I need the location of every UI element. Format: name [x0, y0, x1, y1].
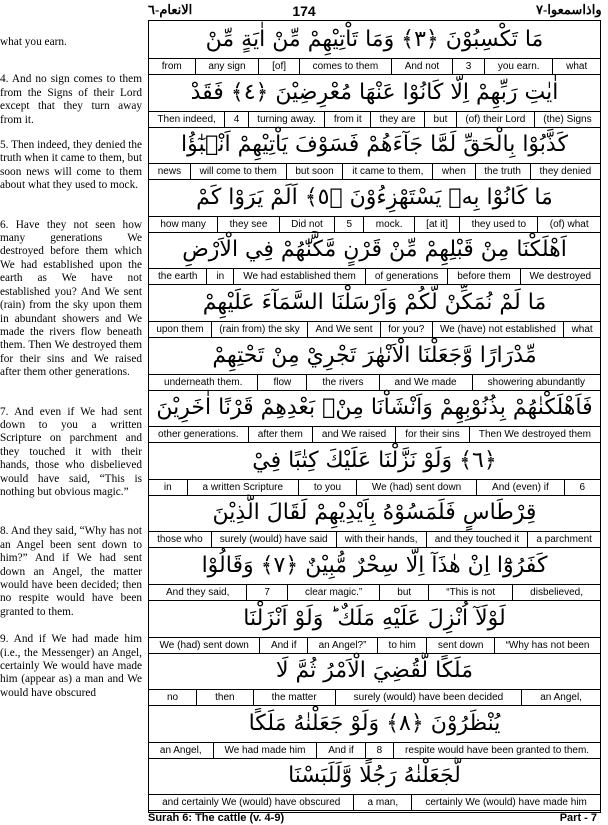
verse-line: [149, 757, 600, 810]
word-gloss: and We raised: [313, 427, 396, 442]
word-gloss: an Angel,: [540, 692, 582, 704]
word-gloss: (of) their Lord: [457, 112, 535, 127]
word-gloss: an Angel?”: [308, 638, 378, 653]
arabic-text: يُنْظَرُوْنَ ﴿٨﴾ وَلَوْ جَعَلْنٰهُ مَلَكًا: [248, 710, 501, 736]
word-gloss-row: [149, 216, 600, 233]
word-gloss: and We made: [380, 375, 473, 390]
word-gloss: they are: [371, 112, 425, 127]
arabic-text: مَا كَانُوْا بِهٖ يَسْتَهْزِءُوْنَ ﴿٥﴾ اَلَمْ يَرَوْا كَمْ: [196, 184, 553, 210]
word-gloss: a parchment: [536, 534, 592, 546]
word-gloss: 6: [579, 481, 586, 493]
word-gloss: [at it]: [415, 217, 460, 232]
translation-verse-4: 4. And no sign comes to them from the Signs of their Lord except that they turn away from it.: [0, 73, 142, 126]
verse-line: [149, 652, 600, 705]
word-gloss-row: [149, 426, 600, 443]
word-gloss: but: [425, 112, 457, 127]
page-header: [0, 0, 608, 20]
arabic-text: لَوْلَآ اُنْزِلَ عَلَيْهِ مَلَكٌ ؕ وَلَوْ اَنْزَلْنَا: [243, 605, 506, 631]
word-gloss-row: [149, 111, 600, 128]
word-gloss: the truth: [476, 164, 531, 179]
word-gloss: 4: [225, 112, 248, 127]
word-gloss: before them: [448, 269, 520, 284]
word-gloss: 3: [453, 59, 485, 74]
word-gloss: an Angel,: [149, 743, 214, 758]
word-gloss-row: [149, 268, 600, 285]
word-gloss-row: [149, 163, 600, 180]
translation-verse-8: 8. And they said, “Why has not an Angel been sent down to him?” And if We had sent down an Angel, the matter would have been decided; then no respite would have been granted to them.: [0, 525, 142, 618]
word-gloss: they used to: [460, 217, 538, 232]
word-gloss: And if: [260, 638, 308, 653]
word-gloss: with their hands,: [337, 532, 427, 547]
word-gloss: And they said,: [149, 585, 247, 600]
word-gloss: showering abundantly: [487, 376, 585, 388]
word-gloss: flow: [258, 375, 307, 390]
word-gloss: surely (would) have said: [212, 532, 337, 547]
translation-verse-6: 6. Have they not seen how many generations We destroyed before them which We had established upon the earth as We have not established you? And We sent (rain) from the sky upon them in abundant showers and We made the rivers flow beneath them. Then We destroyed them for their sins and We raised after them other generations.: [0, 218, 142, 379]
word-gloss: 5: [335, 217, 364, 232]
verse-line: [149, 442, 600, 495]
word-gloss: (the) Signs: [543, 113, 592, 125]
arabic-text: كَفَرُوْٓا اِنْ هٰذَآ اِلَّا سِحْرٌ مُّبِيْنٌ ﴿٧﴾ وَقَالُوْا: [201, 553, 548, 578]
word-gloss-row: [149, 374, 600, 391]
word-gloss: We destroyed: [529, 271, 592, 283]
translation-verse-7: 7. And even if We had sent down to you a written Scripture on parchment and they touched it with their hands, those who disbelieved would have said, “This is nothing but obvious magic.”: [0, 405, 142, 498]
word-gloss: (rain from) the sky: [212, 322, 308, 337]
word-gloss: comes to them: [300, 59, 392, 74]
word-gloss: And not: [392, 59, 453, 74]
word-gloss: We had made him: [214, 743, 318, 758]
word-gloss: and they touched it: [427, 532, 529, 547]
word-gloss: [of]: [259, 59, 299, 74]
verse-line: [149, 126, 600, 179]
page-number: 174: [292, 3, 316, 19]
word-gloss: for you?: [381, 322, 433, 337]
translation-fragment: what you earn.: [0, 36, 67, 48]
word-gloss: mock.: [364, 217, 414, 232]
word-gloss: Then We destroyed them: [478, 429, 591, 441]
word-gloss: sent down: [427, 638, 495, 653]
word-gloss: it came to them,: [343, 164, 433, 179]
word-gloss: they denied: [539, 166, 592, 178]
arabic-text: فَاَهْلَكْنٰهُمْ بِذُنُوْبِهِمْ وَاَنْشَاْنَا مِنْۢ بَعْدِهِمْ قَرْنًا اٰخَرِيْنَ: [156, 395, 593, 421]
arabic-text: مَا لَمْ نُمَكِّنْ لَّكُمْ وَاَرْسَلْنَا السَّمَآءَ عَلَيْهِمْ: [202, 290, 547, 315]
word-gloss: surely (would) have been decided: [336, 690, 523, 705]
verse-line: [149, 337, 600, 390]
word-gloss: the matter: [254, 690, 336, 705]
word-gloss: “Why has not been: [505, 639, 590, 651]
verse-line: [149, 284, 600, 337]
word-gloss-row: [149, 584, 600, 601]
word-gloss: (of) what: [549, 218, 589, 230]
arabic-text: اَهْلَكْنَا مِنْ قَبْلِهِمْ مِّنْ قَرْنٍ مَّكَّنّٰهُمْ فِي الْاَرْضِ: [182, 237, 567, 263]
word-gloss: what: [571, 324, 593, 335]
word-gloss: those who: [149, 532, 212, 547]
arabic-text: اٰيٰتِ رَبِّهِمْ اِلَّا كَانُوْا عَنْهَا مُعْرِضِيْنَ ﴿٤﴾ فَقَدْ: [190, 79, 559, 105]
arabic-text: كَذَّبُوْا بِالْحَقِّ لَمَّا جَآءَهُمْ فَسَوْفَ يَاْتِيْهِمْ اَنْۢبٰٓؤُا: [181, 132, 568, 158]
arabic-text: قِرْطَاسٍ فَلَمَسُوْهُ بِاَيْدِيْهِمْ لَقَالَ الَّذِيْنَ: [212, 500, 537, 526]
word-gloss: underneath them.: [149, 375, 258, 390]
word-gloss-row: [149, 689, 600, 706]
word-gloss: how many: [149, 217, 218, 232]
arabic-text: مَلَكًا لَّقُضِيَ الْاَمْرُ ثُمَّ لَا: [275, 658, 474, 684]
word-gloss: when: [433, 164, 475, 179]
word-gloss: but soon: [287, 164, 344, 179]
word-gloss-row: [149, 794, 600, 811]
page-footer: [148, 812, 599, 825]
word-gloss-row: [149, 321, 600, 338]
word-gloss: but: [380, 585, 429, 600]
verse-line: [149, 21, 600, 74]
word-gloss-row: [149, 531, 600, 548]
word-gloss: disbelieved,: [530, 587, 583, 598]
word-gloss: no: [149, 690, 197, 705]
translation-verse-5: 5. Then indeed, they denied the truth when it came to them, but soon news will come to them about what they used to mock.: [0, 139, 142, 192]
word-gloss: to you: [299, 480, 357, 495]
verse-line: [149, 547, 600, 600]
word-gloss: turning away.: [249, 112, 326, 127]
word-gloss: 7: [247, 585, 288, 600]
word-gloss: a man,: [354, 795, 412, 810]
surah-footer: Surah 6: The cattle (v. 4-9): [148, 812, 285, 824]
word-gloss: news: [149, 164, 191, 179]
word-gloss: then: [197, 690, 253, 705]
word-gloss: the earth: [149, 269, 207, 284]
arabic-text: ﴿٦﴾ وَلَوْ نَزَّلْنَا عَلَيْكَ كِتٰبًا فِيْ: [252, 447, 497, 473]
word-gloss-row: [149, 742, 600, 759]
word-gloss: And We sent: [308, 322, 381, 337]
verse-line: [149, 74, 600, 127]
verse-line: [149, 705, 600, 758]
word-gloss: 8: [366, 743, 394, 758]
word-gloss: clear magic.”: [288, 585, 380, 600]
word-gloss: “This is not: [429, 585, 513, 600]
word-gloss: will come to them: [191, 164, 287, 179]
word-gloss: We (had) sent down: [357, 480, 477, 495]
arabic-text: مَا تَكْسِبُوْنَ ﴿٣﴾ وَمَا تَاْتِيْهِمْ مِّنْ اٰيَةٍ مِّنْ: [205, 27, 544, 52]
quran-text-panel: [148, 20, 601, 813]
part-footer: Part - 7: [559, 812, 597, 824]
juz-heading: واذاسمعوا-٧: [536, 2, 602, 17]
word-gloss: in: [207, 269, 234, 284]
word-gloss: for their sins: [396, 427, 470, 442]
verse-line: [149, 494, 600, 547]
word-gloss: what: [566, 61, 588, 72]
arabic-text: مِّدْرَارًا وَّجَعَلْنَا الْاَنْهٰرَ تَجْرِيْ مِنْ تَحْتِهِمْ: [212, 342, 537, 368]
word-gloss: other generations.: [149, 427, 249, 442]
word-gloss: any sign: [196, 59, 260, 74]
word-gloss: And if: [317, 743, 365, 758]
word-gloss: Then indeed,: [149, 112, 225, 127]
word-gloss: in: [149, 480, 188, 495]
word-gloss-row: [149, 637, 600, 654]
word-gloss: Did not: [280, 217, 335, 232]
verse-line: [149, 389, 600, 442]
word-gloss: upon them: [149, 322, 212, 337]
word-gloss: and certainly We (would) have obscured: [149, 795, 354, 810]
word-gloss: a written Scripture: [188, 480, 299, 495]
verse-line: [149, 179, 600, 232]
word-gloss: from it: [325, 112, 371, 127]
word-gloss: We had established them: [234, 269, 366, 284]
word-gloss: respite would have been granted to them.: [405, 744, 590, 756]
word-gloss: you earn.: [485, 59, 553, 74]
word-gloss: We (have) not established: [433, 322, 565, 337]
word-gloss-row: [149, 479, 600, 496]
arabic-text: لَّجَعَلْنٰهُ رَجُلًا وَّلَلَبَسْنَا: [288, 763, 461, 789]
word-gloss: the rivers: [307, 375, 379, 390]
word-gloss: And (even) if: [477, 480, 565, 495]
verse-line: [149, 600, 600, 653]
word-gloss: of generations: [366, 269, 448, 284]
verse-line: [149, 231, 600, 284]
word-gloss-row: [149, 58, 600, 75]
word-gloss: We (had) sent down: [149, 638, 260, 653]
translation-column: [0, 36, 142, 700]
word-gloss: after them: [249, 427, 313, 442]
surah-heading: الانعام-٦: [148, 2, 193, 17]
word-gloss: to him: [378, 638, 427, 653]
word-gloss: certainly We (would) have made him: [425, 797, 587, 809]
word-gloss: they see: [218, 217, 280, 232]
word-gloss: from: [149, 59, 196, 74]
translation-verse-9: 9. And if We had made him (i.e., the Messenger) an Angel, certainly We would have made him (appear as) a man and We would have obscured: [0, 633, 142, 699]
